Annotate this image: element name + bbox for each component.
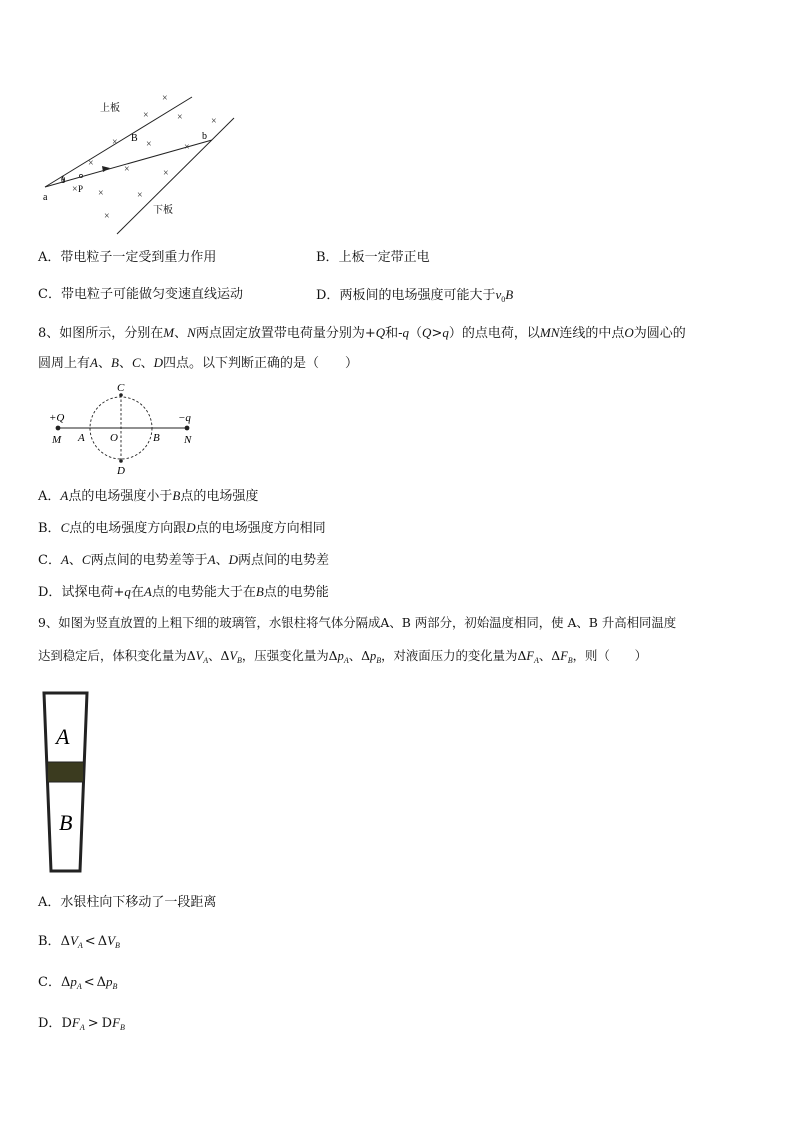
var: q [124,584,131,599]
stem-text: 连线的中点 [559,326,625,341]
stem-text: ，对液面压力的变化量为 [381,648,518,663]
option-key: C． [38,287,61,302]
c-label: C [117,382,125,394]
stem-text: 四点。以下判断正确的是（ ） [163,356,359,371]
var-q-small: q [402,325,410,340]
option-text: 点的电场强度 [180,489,259,504]
q7-option-b[interactable] [316,251,430,264]
var-mn: MN [539,325,560,340]
var-f: F [560,649,568,663]
var: D [186,520,196,535]
field-mark: × [104,211,110,222]
sub-a: A [79,1023,85,1032]
delta-d: D [101,1016,113,1031]
sub-b: B [237,656,242,665]
option-text: 带电粒子可能做匀变速直线运动 [60,287,243,302]
option-text: 点的电场强度方向跟 [69,521,187,536]
stem-text: 和- [385,326,403,341]
var: A [143,584,152,599]
var-m: M [163,325,175,340]
delta: Δ [551,648,561,663]
field-mark: × [184,142,190,153]
q8-stem-line2 [38,356,358,370]
var-p: p [370,649,377,663]
var: A [207,552,216,567]
var: B [172,488,181,503]
delta: Δ [60,934,70,949]
q7-option-c[interactable] [38,288,243,301]
stem-text: 、 [174,326,188,341]
operator: < [83,975,95,990]
delta-d: D [61,1016,72,1031]
field-mark: × [112,137,118,148]
stem-text: 为圆心的 [633,326,686,341]
figure-glass-tube [40,688,100,878]
var-p: p [106,974,113,989]
option-key: B． [316,250,339,265]
question-number: 9、 [38,615,59,630]
stem-text: 、 [97,356,111,371]
field-mark: × [163,168,169,179]
field-mark: × [88,158,94,169]
option-key: C． [38,553,61,568]
var-d: D [153,355,164,370]
q8-option-c[interactable] [38,553,329,567]
var-p: p [337,649,344,663]
var-f: F [112,1015,121,1030]
field-mark: × [98,188,104,199]
var-v: V [107,933,116,948]
d-label: D [117,465,125,477]
sub-a: A [533,656,539,665]
point-d-dot [119,459,123,463]
option-key: A． [38,489,61,504]
field-mark: × [72,184,78,195]
stem-text: 、 [140,356,154,371]
sub-b: B [115,941,120,950]
var-q-small: q [442,325,449,340]
b-label: B [153,432,160,444]
gas-a-label: A [56,724,70,749]
point-b-label: b [202,131,207,142]
stem-text: 、 [538,648,552,663]
option-text: 试探电荷+ [61,585,125,600]
option-key: D． [38,1016,62,1031]
o-label: O [110,432,118,444]
theta-label: θ [61,175,66,185]
stem-text: 、 [118,356,132,371]
var: D [228,552,238,567]
option-text: 点的电场强度方向相同 [195,521,326,536]
var-n: N [187,325,196,340]
option-text: 、 [215,553,229,568]
q9-option-d[interactable] [38,1016,125,1032]
field-mark: × [137,190,143,201]
plus-q-label: +Q [49,412,65,424]
stem-text: > [431,326,443,341]
var-f: F [526,649,534,663]
q8-stem-line1 [38,326,686,340]
sub-a: A [343,656,349,665]
q9-option-b[interactable] [38,934,120,950]
option-text: 两点间的电势差 [237,553,329,568]
charge-n-dot [185,426,190,431]
q9-stem-line1 [38,617,676,629]
option-key: D． [316,288,340,303]
var-a: A [90,355,98,370]
formula-b: B [505,287,514,302]
option-text: 两点间的电势差等于 [90,553,208,568]
option-text: 两板间的电场强度可能大于 [339,288,496,303]
field-label-b: B [131,133,138,144]
var-q-big: Q [375,325,386,340]
option-text: 水银柱向下移动了一段距离 [60,895,217,910]
sub-a: A [77,941,83,950]
option-key: A． [38,895,61,910]
delta: Δ [186,648,196,663]
delta: Δ [220,648,230,663]
delta: Δ [328,648,338,663]
q8-option-d[interactable] [38,585,329,599]
var: A [60,552,69,567]
delta: Δ [60,975,71,990]
point-p-label: P [78,184,84,194]
option-text: 、 [68,553,82,568]
stem-text: 、 [208,648,221,663]
delta: Δ [361,648,371,663]
stem-text: 圆周上有 [38,356,91,371]
var-v: V [195,649,204,663]
option-text: 点的电势能 [263,585,329,600]
stem-text: 如图所示，分别在 [59,326,164,341]
option-key: B． [38,934,61,949]
q8-option-a[interactable] [38,489,258,503]
figure-charges-circle [40,378,240,478]
charge-m-dot [56,426,61,431]
field-mark: × [146,139,152,150]
stem-text: 两点固定放置带电荷量分别为+ [195,326,376,341]
gas-b-label: B [59,810,73,835]
sub-b: B [567,656,573,665]
n-label: N [184,434,192,446]
q7-option-a[interactable] [38,251,216,264]
q9-option-a[interactable] [38,896,216,909]
sub-b: B [112,982,118,991]
field-mark: × [177,112,183,123]
stem-text: 达到稳定后，体积变化量为 [38,648,187,663]
q9-stem-line2 [38,650,647,665]
question-number: 8、 [38,326,60,341]
q8-option-b[interactable] [38,521,326,535]
stem-text: ）的点电荷，以 [448,326,540,341]
var: C [60,520,70,535]
var-f: F [71,1015,80,1030]
var: C [81,552,91,567]
figure-plates [0,0,794,250]
option-key: B． [38,521,61,536]
field-mark: × [124,164,130,175]
operator: > [87,1016,99,1031]
upper-plate-label: 上板 [100,103,120,114]
lower-plate-label: 下板 [153,205,173,216]
option-key: A． [38,250,61,265]
var-v: V [229,649,238,663]
option-text: 点的电势能大于在 [151,585,256,600]
stem-text: （ [409,326,423,341]
option-text: 在 [130,585,144,600]
a-label: A [78,432,85,444]
sub-a: A [76,982,82,991]
mercury-column [48,762,84,782]
point-a-label: a [43,192,48,203]
option-text: 点的电场强度小于 [68,489,173,504]
minus-q-label: −q [178,412,191,424]
delta: Δ [96,975,107,990]
delta: Δ [517,648,527,663]
q7-option-d[interactable] [316,288,513,304]
var-v: V [69,933,78,948]
var-p: p [70,974,77,989]
var-q-big: Q [422,325,432,340]
stem-text: ，则（ ） [572,648,648,663]
var-b: B [110,355,119,370]
sub-b: B [120,1023,125,1032]
var: B [255,584,264,599]
field-mark: × [143,110,149,121]
var-c: C [131,355,141,370]
formula-v: v [495,287,502,302]
option-text: 上板一定带正电 [338,250,430,265]
m-label: M [52,434,62,446]
sub-b: B [376,656,382,665]
sub-a: A [203,656,209,665]
delta: Δ [97,934,108,949]
formula-sub: 0 [501,295,506,304]
option-key: D． [38,585,62,600]
stem-text: 、 [348,648,362,663]
var-o: O [624,325,634,340]
option-text: 带电粒子一定受到重力作用 [60,250,217,265]
stem-text: 如图为竖直放置的上粗下细的玻璃管，水银柱将气体分隔成A、B 两部分，初始温度相同，使 A、B 升高相同温度 [58,615,677,630]
q9-option-c[interactable] [38,975,117,991]
field-mark: × [162,93,168,104]
var: A [60,488,69,503]
stem-text: ，压强变化量为 [241,648,329,663]
field-mark: × [211,116,217,127]
operator: < [84,934,96,949]
option-key: C． [38,975,61,990]
